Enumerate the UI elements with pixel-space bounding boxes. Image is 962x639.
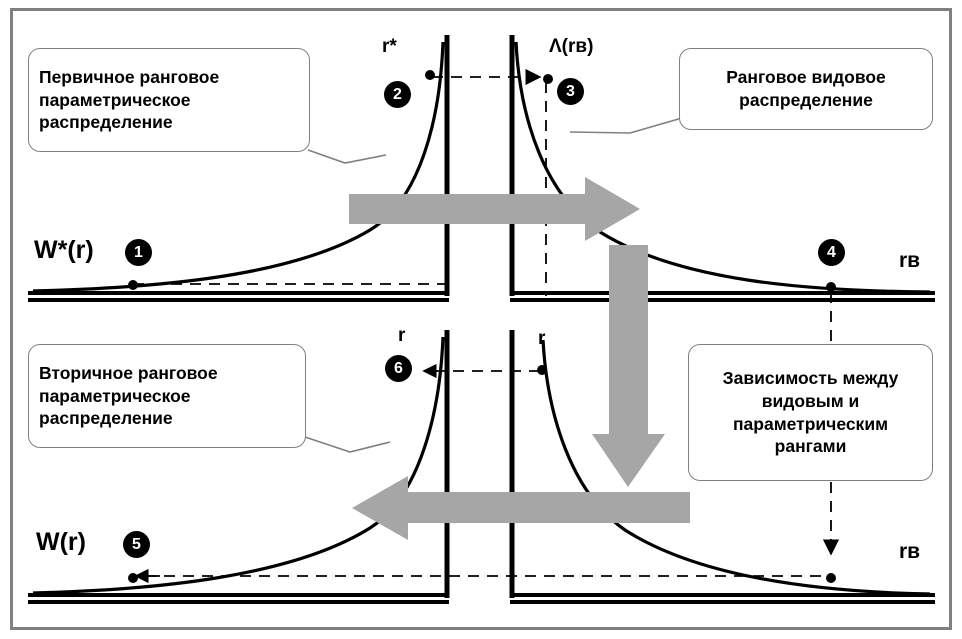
grey-arrow-left: [352, 476, 690, 540]
point-5: [128, 573, 138, 583]
point-1: [128, 280, 138, 290]
badge-3: 3: [557, 78, 584, 105]
point-4: [826, 282, 836, 292]
callout-secondary-parametric: [28, 344, 306, 448]
point-bottom-right-end: [826, 573, 836, 583]
grey-arrow-right: [349, 177, 640, 241]
label-rb-bottom: rв: [899, 540, 921, 563]
point-r-bottom-right: [537, 365, 547, 375]
label-rb-top: rв: [899, 249, 921, 272]
callout-primary-parametric-text: Первичное ранговое параметрическое распределение: [39, 66, 220, 133]
leader-primary-parametric: [308, 150, 386, 163]
callout-rank-species-text: Ранговое видовое распределение: [726, 67, 886, 110]
point-3: [543, 74, 553, 84]
label-w-star-r: W*(r): [34, 236, 94, 264]
label-r-star: r*: [382, 36, 397, 57]
label-r-left-bottom: r: [398, 325, 406, 346]
label-lambda-rb: Λ(rв): [549, 36, 594, 57]
badge-4: 4: [818, 239, 845, 266]
badge-1: 1: [125, 239, 152, 266]
leader-secondary-parametric: [305, 437, 390, 452]
label-r-right-bottom: r: [538, 328, 546, 349]
badge-5: 5: [123, 531, 150, 558]
callout-rank-dependence: [688, 344, 933, 481]
leader-rank-species: [570, 118, 682, 133]
label-w-r: W(r): [36, 528, 86, 556]
callout-secondary-parametric-text: Вторичное ранговое параметрическое распределение: [39, 362, 218, 429]
callout-primary-parametric: [28, 48, 310, 152]
badge-6: 6: [385, 355, 412, 382]
point-2: [425, 70, 435, 80]
callout-rank-species: [679, 48, 933, 130]
badge-2: 2: [384, 81, 411, 108]
grey-arrow-down: [592, 245, 665, 487]
callout-rank-dependence-text: Зависимость между видовым и параметрическим рангами: [722, 368, 899, 457]
